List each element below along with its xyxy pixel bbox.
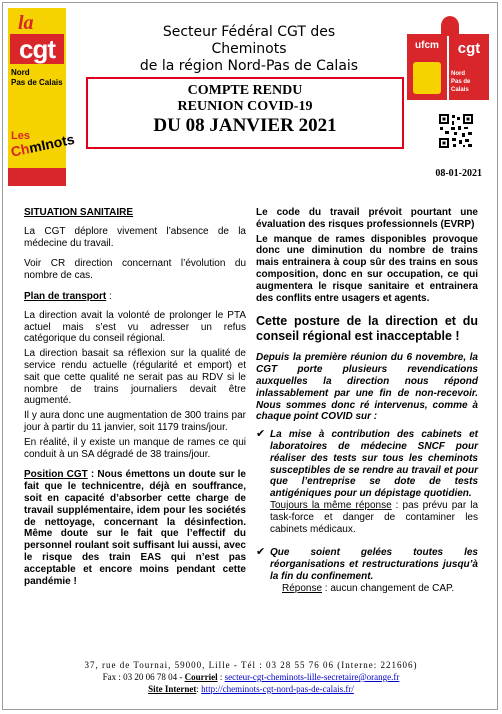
- website-link[interactable]: http://cheminots-cgt-nord-pas-de-calais.fr/: [201, 684, 354, 694]
- ufcm-cgt-logo: [407, 16, 489, 100]
- response-title: Toujours la même réponse: [270, 499, 392, 511]
- logo-les-text: Les: [11, 130, 30, 142]
- paragraph: Depuis la première réunion du 6 novembre, la CGT porte plusieurs revendications auxquelles la direction nous répond inlassablement par une fin de non-recevoir. Nous sommes donc ré intervenus, comme à chaque point COVID sur :: [256, 352, 478, 423]
- section-title-plan: Plan de transport: [24, 290, 107, 302]
- check-arrow-icon: ✔: [256, 428, 266, 441]
- list-item: ✔ La mise à contribution des cabinets et laboratoires de médecine SNCF pour réaliser des tests sur tous les cheminots susceptibles de se rendre au travail et pour que l’entreprise se dote de tests antigéniques pour un dépistage quotidien. Toujours la même réponse : pas prévu par la task-force et danger de contaminer les cabinets médicaux.: [256, 428, 479, 535]
- paragraph: Le code du travail prévoit pourtant une évaluation des risques professionnels (EVRP): [256, 207, 478, 230]
- paragraph: En réalité, il y existe un manque de rames ce qui conduit à un SA dégradé de 38 trains/jour.: [24, 436, 246, 460]
- email-link[interactable]: secteur-cgt-cheminots-lille-secretaire@orange.fr: [224, 672, 400, 682]
- title-line-1: COMPTE RENDU: [187, 83, 303, 98]
- right-column: [256, 207, 478, 595]
- response-title: Réponse: [282, 582, 323, 594]
- header: [133, 24, 365, 75]
- paragraph: Le manque de rames disponibles provoque donc une diminution du nombre de trains mais entrainera à coup sûr des trains en sous composition, donc en sur occupation, ce qui augmentera le risque sanitaire et entrainera des conflits entre usagers et agents.: [256, 233, 478, 304]
- section-title-situation: SITUATION SANITAIRE: [24, 207, 134, 218]
- header-line-1: Secteur Fédéral CGT des Cheminots: [162, 24, 336, 57]
- title-line-3: DU 08 JANVIER 2021: [153, 115, 337, 136]
- paragraph: La direction basait sa réflexion sur la qualité de service rendu actuelle (régularité et emport) et sait que cette qualité ne serait pas au RDV si le nombre de trains journaliers devait être augmenté.: [24, 348, 246, 407]
- document-date: 08-01-2021: [435, 168, 482, 179]
- paragraph: La direction avait la volonté de prolonger le PTA actuel mais s’est vu adresser un refus catégorique du conseil régional.: [24, 309, 246, 345]
- logo-la-text: la: [18, 12, 34, 34]
- check-arrow-icon: ✔: [256, 546, 266, 559]
- flame-icon: [441, 16, 459, 36]
- logo-cgt-text: cgt: [10, 34, 64, 64]
- posture-statement: Cette posture de la direction et du conseil régional est inacceptable !: [256, 314, 478, 343]
- title-box: [86, 77, 404, 149]
- cgt-logo-left: [8, 8, 76, 186]
- left-column: SITUATION SANITAIRE La CGT déplore vivement l’absence de la médecine du travail. Voir CR direction concernant l’évolution du nombre de cas. Plan de transport : La direction avait la volonté de prolonger le PTA actuel mais s’est vu adresser un refus catégorique du conseil régional. La direction basait sa réflexion sur la qualité de service rendu actuelle (régularité et emport) et sait que cette qualité ne serait pas au RDV si le nombre de trains journaliers devait être augmenté. Il y aura donc une augmentation de 300 trains par jour à partir du 11 janvier, soit 1179 trains/jour. En réalité, il y existe un manque de rames ce qui conduit à un SA dégradé de 38 trains/jour. Position CGT : Nous émettons un doute sur le fait que le technicentre, déjà en souffrance, soit en capacité d’absorber cette charge de travail supplémentaire, idem pour les sociétés de nettoyage, concernant la désinfection. Même doute sur le fait que l’effectif du personnel roulant soit suffisant lui aussi, avec le risque des train EAS qui n’est pas acceptable et encore moins pendant cette pandémie !: [24, 207, 246, 587]
- paragraph: La CGT déplore vivement l’absence de la médecine du travail.: [24, 225, 246, 249]
- ufcm-logo: ufcm: [407, 34, 447, 100]
- footer-address: 37, rue de Tournai, 59000, Lille - Tél : 03 28 55 76 06 (Interne: 221606): [84, 660, 418, 670]
- cgt-logo-right: cgt Nord Pas de Calais: [449, 34, 489, 100]
- header-line-2: de la région Nord-Pas de Calais: [139, 58, 359, 74]
- section-title-position: Position CGT: [24, 469, 88, 481]
- paragraph: Voir CR direction concernant l’évolution du nombre de cas.: [24, 258, 246, 282]
- list-item: ✔ Que soient gelées toutes les réorganisations et restructurations jusqu’à la fin du confinement. Réponse : aucun changement de CAP.: [256, 546, 478, 594]
- paragraph: Il y aura donc une augmentation de 300 trains par jour à partir du 11 janvier, soit 1179 trains/jour.: [24, 410, 246, 433]
- logo-region-text: Nord Pas de Calais: [11, 68, 63, 87]
- cheminots-figure-icon: [413, 62, 441, 94]
- title-line-2: REUNION COVID-19: [177, 99, 313, 114]
- logo-stripe: [8, 168, 66, 186]
- footer-contact: Fax : 03 20 06 78 04 - Courriel : secteur-cgt-cheminots-lille-secretaire@orange.fr: [102, 672, 400, 682]
- footer-site: Site Internet: http://cheminots-cgt-nord-pas-de-calais.fr/: [148, 684, 354, 694]
- position-cgt: Position CGT : Nous émettons un doute sur le fait que le technicentre, déjà en souffrance, soit en capacité d’absorber cette charge de travail supplémentaire, idem pour les sociétés de nettoyage, concernant la désinfection. Même doute sur le fait que l’effectif du personnel roulant soit suffisant lui aussi, avec le risque des train EAS qui n’est pas acceptable et encore moins pendant cette pandémie !: [24, 469, 246, 587]
- logo-cheminots-text: ChmInots: [9, 130, 76, 160]
- qr-code-icon[interactable]: [438, 113, 474, 149]
